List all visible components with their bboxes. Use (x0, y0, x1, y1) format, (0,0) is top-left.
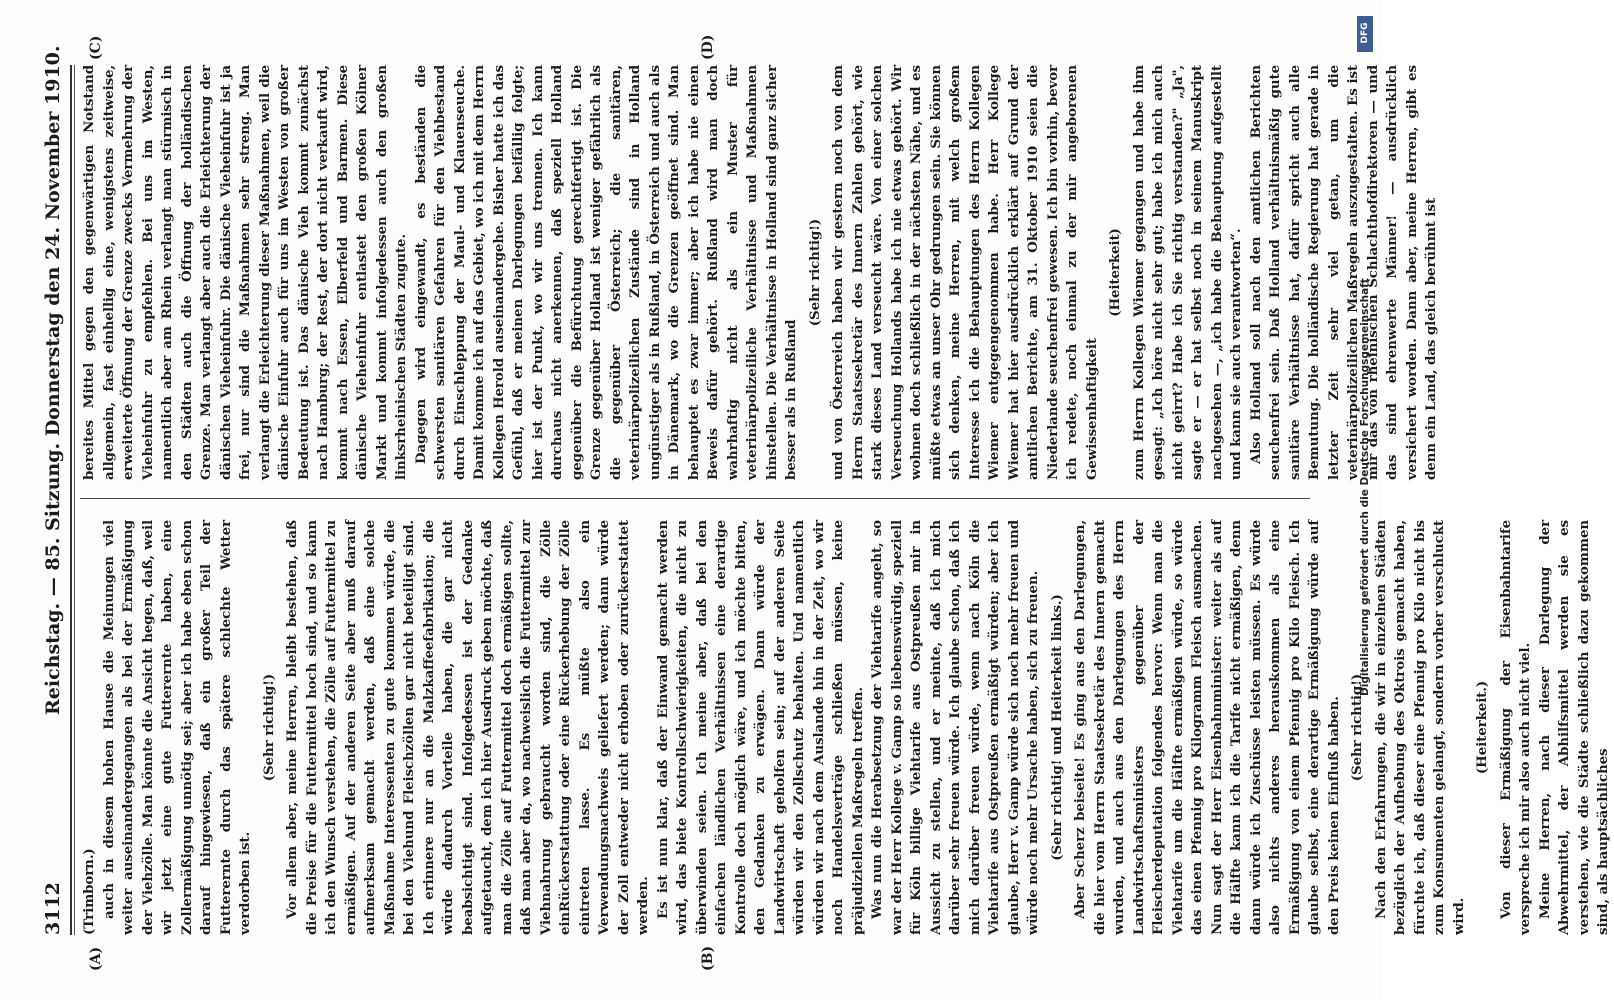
interjection: (Sehr richtig!) (260, 673, 277, 782)
paragraph: bereites Mittel gegen den gegenwärtigen Notstand allgemein, fast einhellig eine, wenigstens zeitweise, erweiterte Öffnung der Grenze zwecks Vermehrung der Vieheinfuhr zu empfehlen. Bei uns im Westen, namentlich aber am Rhein verlangt man stürmisch in den Städten auch die Öffnung der holländischen Grenze. Man verlangt aber auch die Erleichterung der dänischen Vieheinfuhr. Die dänische Vieheinfuhr ist ja frei, nur sind die Maßnahmen sehr streng. Man verlangt die Erleichterung dieser Maßnahmen, weil die dänische Einfuhr auch für uns im Westen von großer Bedeutung ist. Das dänische Vieh kommt zunächst nach Hamburg; der Rest, der dort nicht verkauft wird, kommt nach Essen, Elberfeld und Barmen. Diese dänische Vieheinfuhr entlastet den großen Kölner Markt und kommt infolgedessen auch den großen linksrheinischen Städten zugute. (81, 65, 409, 480)
margin-marker-d: (D) (700, 34, 716, 60)
funding-credit: Digitalisierung gefördert durch die Deutsche Forschungsgemeinschaft (1359, 278, 1371, 696)
paragraph: Von dieser Ermäßigung der Eisenbahntarife verspreche ich mir also auch nicht viel. (1497, 520, 1533, 935)
header-rule-thin (74, 65, 75, 935)
running-header (40, 45, 68, 935)
dfg-logo: DFG (1357, 16, 1373, 52)
interjection: (Heiterkeit) (1107, 228, 1123, 317)
paragraph: zum Herrn Kollegen Wiemer gegangen und habe ihm gesagt: „Ich höre nicht sehr gut; habe ich mich auch nicht geirrt? Habe ich Sie richtig verstanden?" „Ja", sagte er — er hat selbst noch in seinem Manuskript nachgesehen —, „ich habe die Behauptung aufgestellt und kann sie auch verantworten“. (1130, 65, 1244, 480)
interjection: (Sehr richtig!) (1349, 673, 1365, 782)
paragraph: Es ist nun klar, daß der Einwand gemacht werden wird, das biete Kontrollschwierigkeiten, die nicht zu überwinden seien. Ich meine aber, daß bei den einfachen ländlichen Verhältnissen eine derartige Kontrolle doch möglich wäre, und ich möchte bitten, den Gedanken zu erwägen. Dann würde der Landwirtschaft geholfen sein; auf der anderen Seite würden wir den Zollschutz behalten. Und namentlich würden wir nach dem Auslande hin in der Zeit, wo wir noch Handelsverträge schließen müssen, keine präjudiziellen Maßregeln treffen. (654, 520, 866, 935)
interjection: (Sehr richtig!) (806, 218, 823, 327)
paragraph: Aber Scherz beiseite! Es ging aus den Darlegungen, die hier vom Herrn Staatssekretär des Innern gemacht wurden, und auch aus den Darlegungen des Herrn Landwirtschaftsministers gegenüber der Fleischerdeputation folgendes hervor: Wenn man die Viehtarife um die Hälfte ermäßigen würde, so würde das einen Pfennig pro Kilogramm Fleisch ausmachen. Nun sagt der Herr Eisenbahnminister: weiter als auf die Hälfte kann ich die Tarife nicht ermäßigen, denn dann würde ich Zuschüsse leisten müssen. Es würde also nichts anderes herauskommen als eine Ermäßigung von einem Pfennig pro Kilo Fleisch. Ich glaube selbst, eine derartige Ermäßigung würde auf den Preis keinen Einfluß haben. (1072, 520, 1342, 935)
margin-marker-a: (A) (88, 946, 104, 971)
interjection: (Sehr richtig! und Heiterkeit links.) (1048, 594, 1065, 861)
margin-marker-c: (C) (88, 35, 104, 60)
page-title: Reichstag. — 85. Sitzung. Donnerstag den 24. November 1910. (42, 45, 64, 715)
paragraph: Nach den Erfahrungen, die wir in einzelnen Städten bezüglich der Aufhebung des Oktrois gemacht haben, fürchte ich, daß dieser eine Pfennig pro Kilo nicht bis zum Konsumenten gelangt, sondern vorher verschluckt wird. (1372, 520, 1467, 935)
column-divider (80, 498, 1310, 499)
page-number: 3112 (42, 882, 64, 935)
paragraph: Meine Herren, nach dieser Darlegung der Abwehrmittel, der Abhilfsmittel werden sie es verstehen, wie die Städte schließlich dazu gekommen sind, als hauptsächliches (1536, 520, 1611, 935)
header-rule (70, 65, 72, 935)
right-column (80, 65, 1439, 480)
paragraph: und von Österreich haben wir gestern noch von dem Herrn Staatssekretär des Innern Zahlen gehört, wie stark dieses Land verseucht wäre. Von einer solchen Verseuchung Hollands habe ich nie etwas gehört. Wir wohnen doch schließlich in der nächsten Nähe, und es müßte etwas an unser Ohr gedrungen sein. Sie können sich denken, meine Herren, mit welch großem Interesse ich die Behauptungen des Herrn Kollegen Wiemer entgegengenommen habe. Herr Kollege Wiemer hat hier ausdrücklich erklärt auf Grund der amtlichen Berichte, am 31. Oktober 1910 seien die Niederlande seuchenfrei gewesen. Ich bin vorhin, bevor ich redete, noch einmal zu der mir angeborenen Gewissenhaftigkeit (830, 65, 1100, 480)
speaker-label: (Trimborn.) (81, 848, 97, 935)
paragraph: Also Holland soll nach den amtlichen Berichten seuchenfrei sein. Daß Holland verhältnismäßig gute sanitäre Verhältnisse hat, dafür spricht auch alle Bemutung. Die holländische Regierung hat gerade in letzter Zeit sehr viel getan, um die veterinärpolizeilichen Maßregeln auszugestalten. Es ist mir das von rheinischen Schlachthofdirektoren — und das sind ehrenwerte Männer! — ausdrücklich versichert worden. Dann aber, meine Herren, gibt es denn ein Land, das gleich berühmt ist (1247, 65, 1439, 480)
paragraph: Dagegen wird eingewandt, es beständen die schwersten sanitären Gefahren für den Viehbestand durch Einschleppung der Maul- und Klauenseuche. Damit komme ich auf das Gebiet, wo ich mit dem Herrn Kollegen Herold auseinandergehe. Bisher hatte ich das Gefühl, daß er meinen Darlegungen beifällig folgte; hier ist der Punkt, wo wir uns trennen. Ich kann durchaus nicht anerkennen, daß speziell Holland gegenüber die Befürchtung gerechtfertigt ist. Die Grenze gegenüber Holland ist weniger gefährlich als die gegenüber Österreich; die sanitären, veterinärpolizeilichen Zustände sind in Holland ungünstiger als in Rußland, in Österreich und auch als in Dänemark, wo die Grenzen geöffnet sind. Man behauptet es zwar immer; aber ich habe nie einen Beweis dafür gehört. Rußland wird man doch wahrhaftig nicht als ein Muster für veterinärpolizeiliche Verhältnisse und Maßnahmen hinstellen. Die Verhältnisse in Holland sind ganz sicher besser als in Rußland (412, 65, 799, 480)
paragraph: Was nun die Herabsetzung der Viehtarife angeht, so war der Herr Kollege v. Gamp so liebenswürdig, speziell für Köln billige Viehtarife aus Ostpreußen mir in Aussicht zu stellen, und er meinte, daß ich mich darüber sehr freuen würde. Ich glaube schon, daß ich mich darüber freuen würde, wenn nach Köln die Viehtarife aus Ostpreußen ermäßigt würden; aber ich glaube, Herr v. Gamp würde sich noch mehr freuen und würde noch mehr Ursache haben, sich zu freuen. (869, 520, 1041, 935)
paragraph: auch in diesem hohen Hause die Meinungen viel weiter auseinandergegangen als bei der Ermäßigung der Viehzölle. Man könnte die Ansicht hegen, daß, weil wir jetzt eine gute Futterernte haben, eine Zollermäßigung unnötig sei; aber ich habe eben schon darauf hingewiesen, daß ein großer Teil der Futterernte durch das spätere schlechte Wetter verdorben ist. (100, 520, 253, 935)
digitization-sidebar (1355, 10, 1375, 990)
left-column (80, 520, 1611, 935)
paragraph: Vor allem aber, meine Herren, bleibt bestehen, daß die Preise für die Futtermittel hoch sind, und so kann ich den Wunsch verstehen, die Zölle auf Futtermittel zu ermäßigen. Auf der anderen Seite aber muß darauf aufmerksam gemacht werden, daß eine solche Maßnahme Interessenten zu gute kommen würde, die bei den Viehund Fleischzöllen gar nicht beteiligt sind. Ich erinnere nur an die Malzkaffeefabrikation; die würde dadurch Vorteile haben, die gar nicht beabsichtigt sind. Infolgedessen ist der Gedanke aufgetaucht, dem ich hier Ausdruck geben möchte, daß man die Zölle auf Futtermittel doch ermäßigen sollte, daß man aber da, wo nachweislich die Futtermittel zur Viehnahrung gebraucht worden sind, die Zölle einRückerstattung oder eine Rückerhebung der Zölle eintreten lasse. Es müßte also ein Verwendungsnachweis geliefert werden; dann würde der Zoll entweder nicht erhoben oder zurückerstattet werden. (284, 520, 651, 935)
interjection: (Heiterkeit.) (1474, 680, 1490, 775)
margin-marker-b: (B) (700, 945, 716, 971)
